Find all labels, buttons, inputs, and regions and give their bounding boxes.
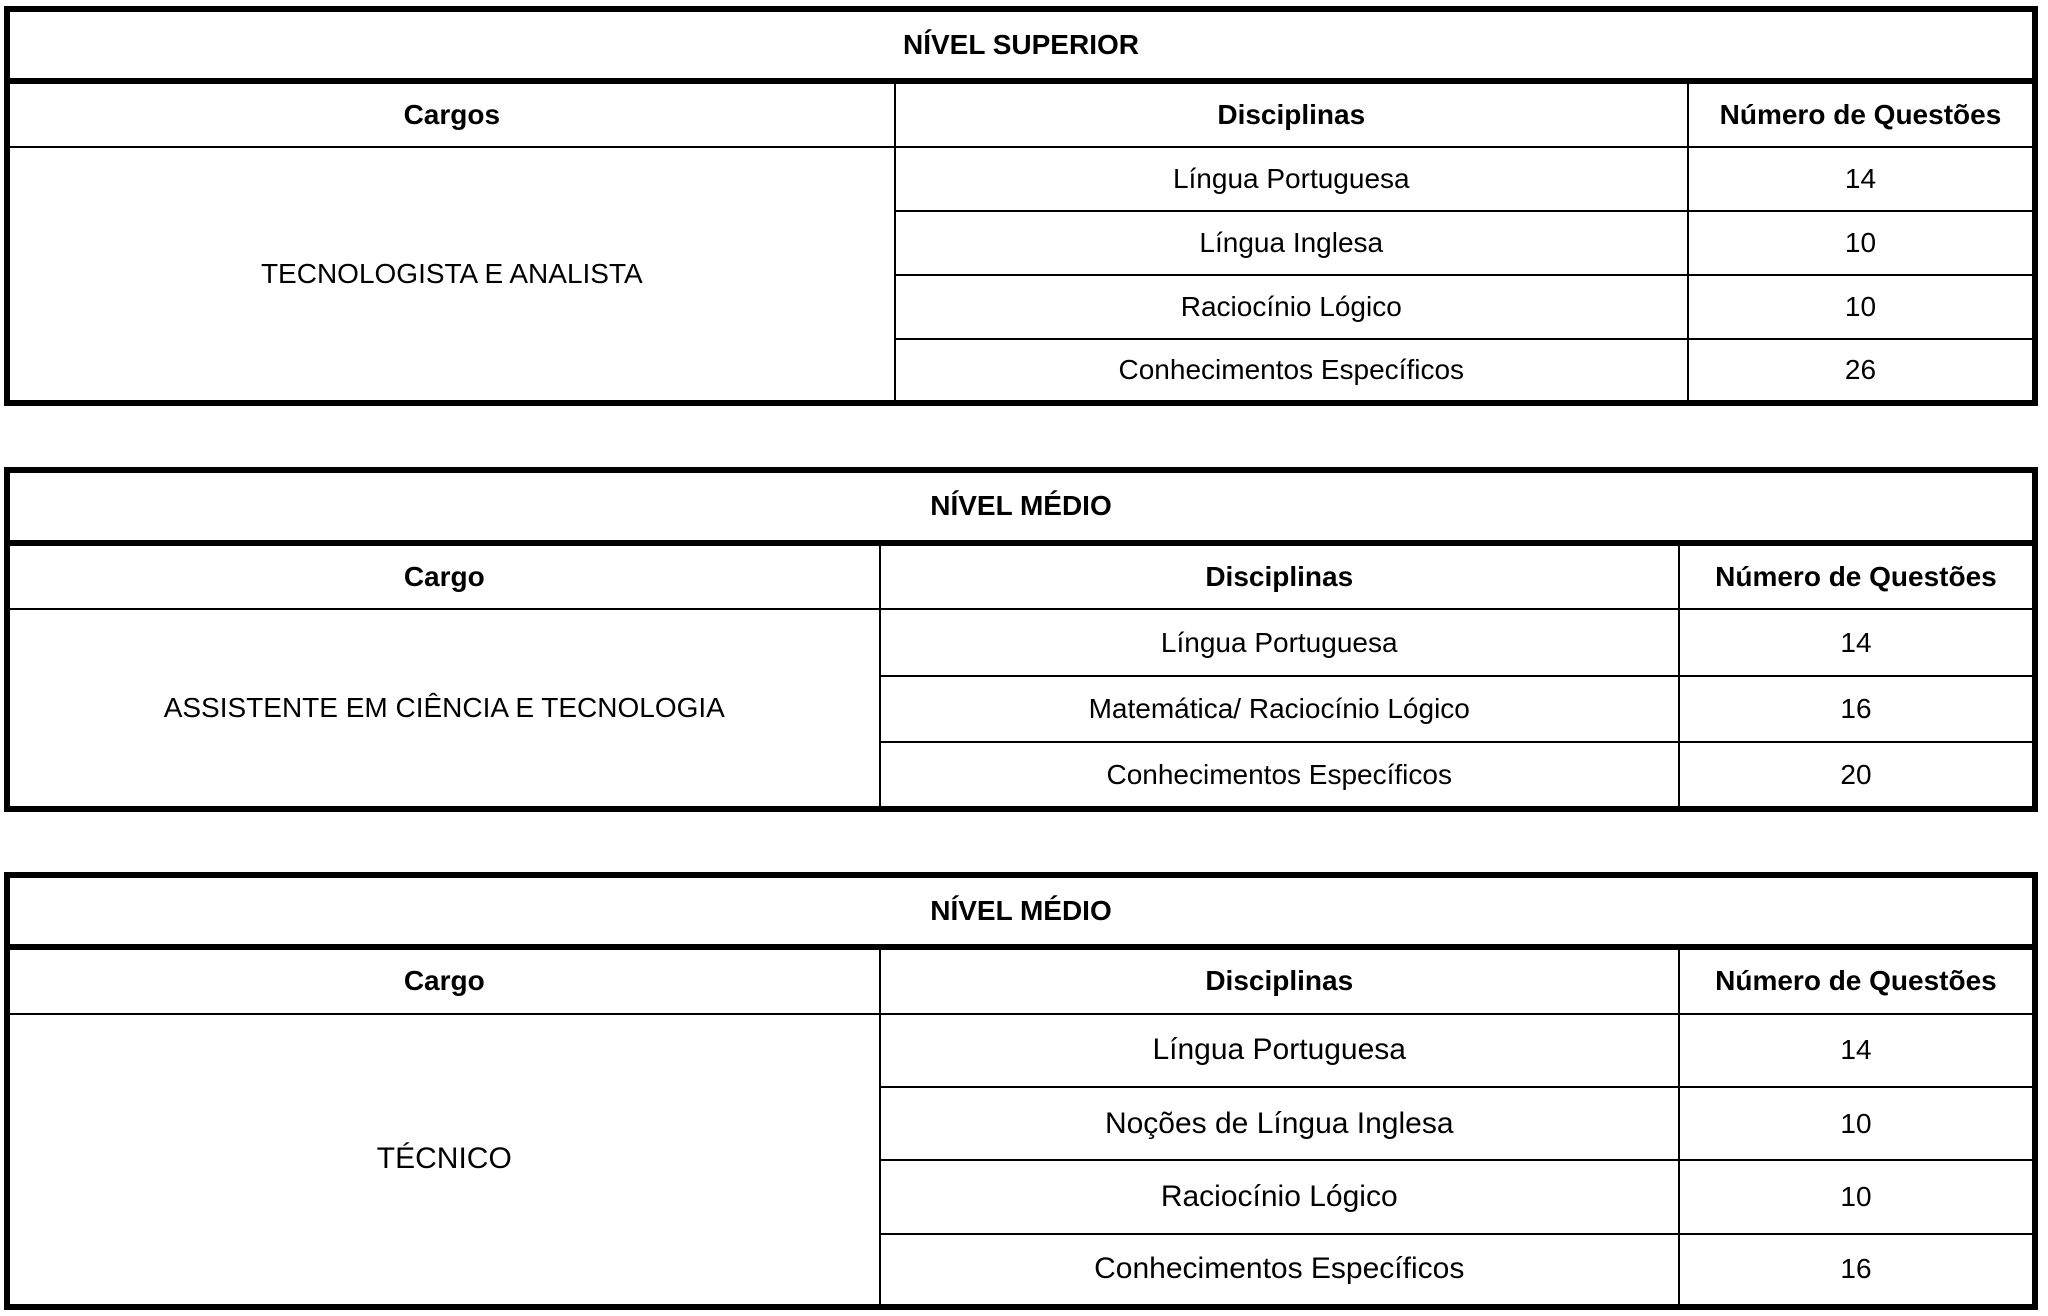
disciplina-cell: Língua Inglesa <box>895 211 1688 275</box>
questoes-cell: 14 <box>1840 626 1872 658</box>
questoes-cell: 10 <box>1688 211 2035 275</box>
questoes-cell: 20 <box>1679 742 2035 809</box>
table-nivel-medio-tecnico <box>4 872 2038 1310</box>
questoes-cell: 10 <box>1688 275 2035 339</box>
header-cargo: Cargos <box>7 81 895 147</box>
header-disciplinas: Disciplinas <box>880 543 1679 610</box>
disciplina-cell: Língua Portuguesa <box>880 1014 1679 1087</box>
disciplina-cell: Língua Portuguesa <box>895 147 1688 211</box>
table-title: NÍVEL MÉDIO <box>7 875 2035 947</box>
table-title: NÍVEL SUPERIOR <box>7 9 2035 81</box>
header-disciplinas: Disciplinas <box>880 947 1679 1013</box>
questoes-cell: 10 <box>1679 1160 2035 1233</box>
header-cargo: Cargo <box>7 543 880 610</box>
disciplina-cell: Língua Portuguesa <box>880 609 1679 676</box>
header-questoes: Número de Questões <box>1688 81 2035 147</box>
table-title: NÍVEL MÉDIO <box>7 470 2035 543</box>
header-questoes: Número de Questões <box>1679 543 2035 610</box>
questoes-cell: 14 <box>1840 1034 1872 1066</box>
questoes-cell: 16 <box>1679 676 2035 743</box>
cargo-cell: TECNOLOGISTA E ANALISTA <box>7 147 895 403</box>
cargo-cell: ASSISTENTE EM CIÊNCIA E TECNOLOGIA <box>7 609 880 809</box>
disciplina-cell: Conhecimentos Específicos <box>880 1234 1679 1307</box>
header-questoes: Número de Questões <box>1679 947 2035 1013</box>
questoes-cell: 26 <box>1688 339 2035 403</box>
header-disciplinas: Disciplinas <box>895 81 1688 147</box>
disciplina-cell: Matemática/ Raciocínio Lógico <box>880 676 1679 743</box>
disciplina-cell: Noções de Língua Inglesa <box>880 1087 1679 1160</box>
cargo-cell: TÉCNICO <box>7 1014 880 1307</box>
table-nivel-medio-assistente <box>4 467 2038 812</box>
disciplina-cell: Conhecimentos Específicos <box>895 339 1688 403</box>
disciplina-cell: Raciocínio Lógico <box>880 1160 1679 1233</box>
disciplina-cell: Raciocínio Lógico <box>895 275 1688 339</box>
questoes-cell: 14 <box>1844 163 1877 194</box>
questoes-cell: 16 <box>1679 1234 2035 1307</box>
disciplina-cell: Conhecimentos Específicos <box>880 742 1679 809</box>
header-cargo: Cargo <box>7 947 880 1013</box>
table-nivel-superior <box>4 6 2038 406</box>
questoes-cell: 10 <box>1679 1087 2035 1160</box>
